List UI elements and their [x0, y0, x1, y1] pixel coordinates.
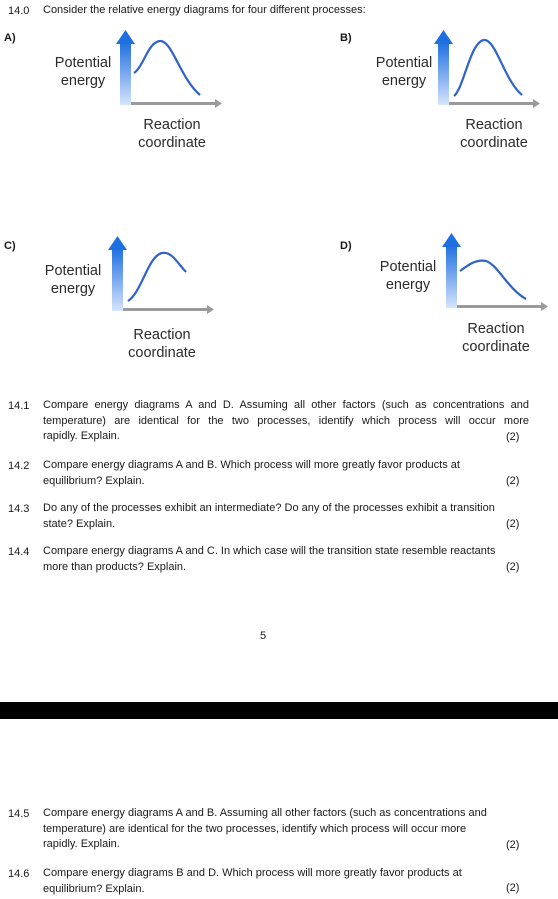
diagram-d-x-arrow [457, 305, 541, 308]
diagram-b-plot [430, 28, 542, 114]
intro-number: 14.0 [8, 5, 30, 17]
question-text: Compare energy diagrams A and B. Which process will more greatly favor products at equilibrium? Explain. [43, 459, 460, 487]
question-text: Compare energy diagrams A and C. In which case will the transition state resemble reactants more than products? Explain. [43, 545, 496, 573]
question-number: 14.4 [8, 546, 30, 558]
diagram-d-plot [438, 231, 550, 317]
diagram-d-y-arrowhead [442, 233, 461, 247]
diagram-d-x-arrowhead [541, 302, 548, 311]
question-marks: (2) [506, 882, 520, 894]
question-marks: (2) [506, 839, 520, 851]
question-number: 14.1 [8, 400, 30, 412]
question-text: Compare energy diagrams A and B. Assuming all other factors (such as concentrations and temperature) are identical for the two processes, identify which process will occur more rapidly. Explain. [43, 807, 487, 850]
diagram-b-y-arrow [438, 42, 449, 105]
diagram-a-x-arrowhead [215, 99, 222, 108]
diagram-d-y-arrow [446, 245, 457, 308]
question-marks: (2) [506, 431, 520, 443]
diagram-b-x-arrow [449, 102, 533, 105]
question-number: 14.5 [8, 808, 30, 820]
diagram-b-y-axis-label: Potential energy [375, 55, 433, 89]
diagram-c-x-arrow [123, 308, 207, 311]
diagram-d-curve [460, 261, 526, 299]
diagram-c-x-arrowhead [207, 305, 214, 314]
diagram-d-y-axis-label: Potential energy [379, 259, 437, 293]
diagram-b-y-arrowhead [434, 30, 453, 44]
question-marks: (2) [506, 561, 520, 573]
diagram-a-y-arrow [120, 42, 131, 105]
page-break-bar [0, 702, 558, 719]
diagram-b-x-arrowhead [533, 99, 540, 108]
diagram-c-curve [128, 253, 186, 301]
diagram-d-x-axis-label: Reaction coordinate [462, 321, 530, 355]
diagram-a-plot [112, 28, 224, 114]
diagram-a-x-arrow [131, 102, 215, 105]
intro-text: Consider the relative energy diagrams for four different processes: [43, 4, 366, 16]
diagram-a-y-arrowhead [116, 30, 135, 44]
question-marks: (2) [506, 475, 520, 487]
diagram-c-y-arrowhead [108, 236, 127, 250]
diagram-b-curve [454, 40, 522, 96]
diagram-c-y-axis-label: Potential energy [44, 263, 102, 297]
diagram-d-label: D) [340, 240, 352, 252]
diagram-c-x-axis-label: Reaction coordinate [128, 327, 196, 361]
diagram-a-y-axis-label: Potential energy [54, 55, 112, 89]
diagram-b-x-axis-label: Reaction coordinate [460, 117, 528, 151]
question-text: Compare energy diagrams B and D. Which process will more greatly favor products at equilibrium? Explain. [43, 867, 462, 895]
question-text: Do any of the processes exhibit an intermediate? Do any of the processes exhibit a transition state? Explain. [43, 502, 495, 530]
question-number: 14.3 [8, 503, 30, 515]
question-number: 14.2 [8, 460, 30, 472]
diagram-a-curve [134, 41, 200, 95]
diagram-b-label: B) [340, 32, 352, 44]
diagram-a-label: A) [4, 32, 16, 44]
diagram-c-label: C) [4, 240, 16, 252]
question-marks: (2) [506, 518, 520, 530]
diagram-c-plot [104, 234, 216, 320]
question-text: Compare energy diagrams A and D. Assuming all other factors (such as concentrations and temperature) are identical for the two processes, identify which process will occur more rapidly. Explain. [43, 399, 529, 442]
diagram-a-x-axis-label: Reaction coordinate [138, 117, 206, 151]
question-number: 14.6 [8, 868, 30, 880]
diagram-c-y-arrow [112, 248, 123, 311]
page-number: 5 [260, 630, 267, 642]
